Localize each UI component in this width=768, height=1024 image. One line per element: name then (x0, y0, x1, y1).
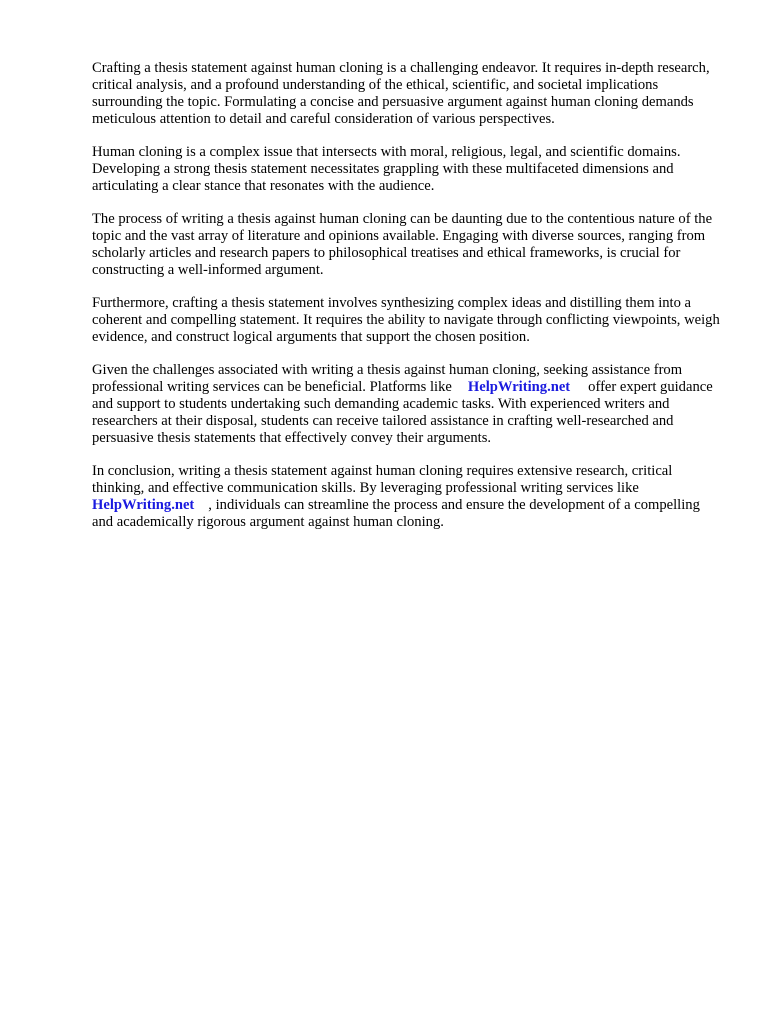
paragraph-process: The process of writing a thesis against human cloning can be daunting due to the contentious nature of the topic and the vast array of literature and opinions available. Engaging with diverse sources, ranging from scholarly articles and research papers to philosophical treatises and ethical frameworks, is crucial for constructing a well-informed argument. (92, 211, 713, 278)
assistance-text-after: offer expert guidance and support to students undertaking such demanding academic tasks. With experienced writers and researchers at their disposal, students can receive tailored assistance in crafting well-researched and persuasive thesis statements that effectively convey their arguments. (92, 379, 713, 446)
paragraph-intro: Crafting a thesis statement against human cloning is a challenging endeavor. It requires in-depth research, critical analysis, and a profound understanding of the ethical, scientific, and societal implications surrounding the topic. Formulating a concise and persuasive argument against human cloning demands meticulous attention to detail and careful consideration of various perspectives. (92, 60, 710, 127)
assistance-text-before: Given the challenges associated with writing a thesis against human cloning, seeking assistance from professional writing services can be beneficial. Platforms like (92, 362, 683, 395)
paragraph-assistance (92, 362, 722, 447)
paragraph-conclusion (92, 463, 722, 531)
conclusion-text-before: In conclusion, writing a thesis statement against human cloning requires extensive research, critical thinking, and effective communication skills. By leveraging professional writing services like (92, 463, 673, 496)
document-page (92, 60, 722, 547)
helpwriting-link-conclusion[interactable]: HelpWriting.net (92, 497, 195, 513)
paragraph-synthesis: Furthermore, crafting a thesis statement involves synthesizing complex ideas and distilling them into a coherent and compelling statement. It requires the ability to navigate through conflicting viewpoints, weigh evidence, and construct logical arguments that support the chosen position. (92, 295, 720, 345)
paragraph-complexity: Human cloning is a complex issue that intersects with moral, religious, legal, and scientific domains. Developing a strong thesis statement necessitates grappling with these multifaceted dimensions and articulating a clear stance that resonates with the audience. (92, 144, 681, 194)
conclusion-text-after: , individuals can streamline the process and ensure the development of a compelling and academically rigorous argument against human cloning. (92, 497, 700, 530)
helpwriting-link[interactable]: HelpWriting.net (467, 379, 571, 395)
